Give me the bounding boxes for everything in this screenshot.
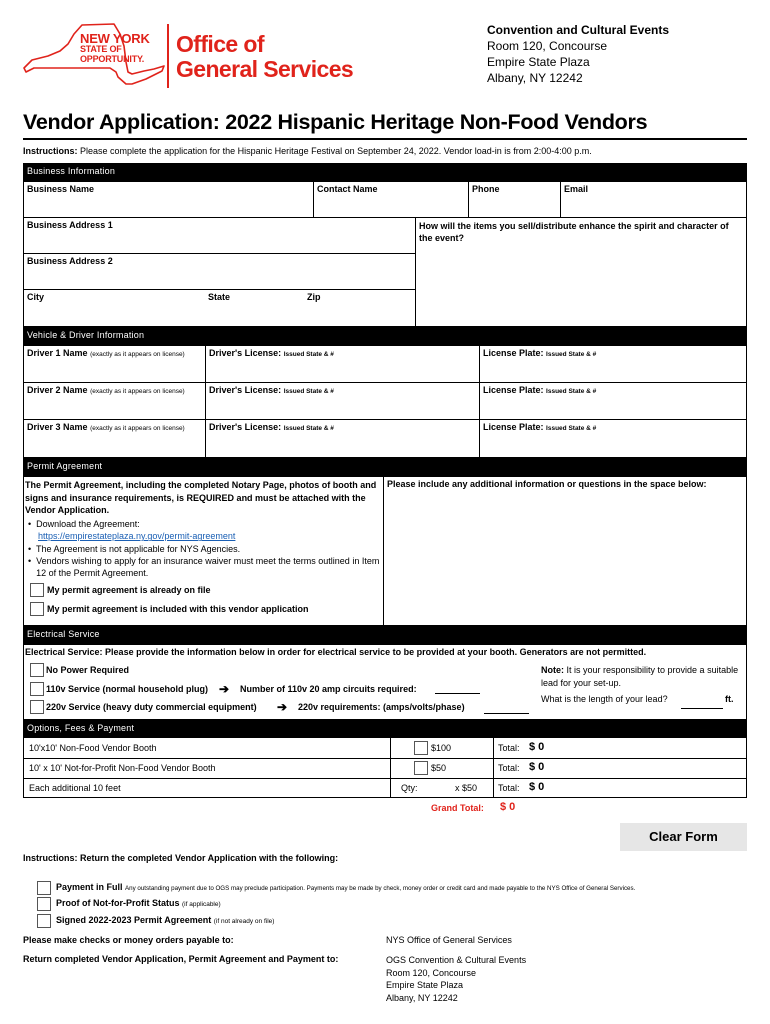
fees-row-line (23, 758, 747, 759)
business-address-1-field[interactable] (23, 217, 416, 254)
fees-bar: Options, Fees & Payment (23, 720, 747, 738)
110v-circuits-label: Number of 110v 20 amp circuits required: (240, 684, 417, 694)
address-line-2: Room 120, Concourse (487, 39, 608, 53)
driver-2-note: (exactly as it appears on license) (90, 388, 185, 395)
fee-row-1-total: $ 0 (529, 741, 545, 753)
permit-agreement-bar: Permit Agreement (23, 458, 747, 476)
plate-label: License Plate: (483, 385, 544, 395)
city-label: City (27, 292, 45, 302)
business-address-1-label: Business Address 1 (27, 220, 113, 230)
fee-row-1-checkbox[interactable] (414, 741, 428, 755)
nonprofit-proof-checkbox[interactable] (37, 897, 51, 911)
fee-row-3-total: $ 0 (529, 781, 545, 793)
driver-3-plate-field[interactable] (479, 419, 747, 458)
return-address-line-3: Empire State Plaza (386, 980, 464, 991)
enhance-event-question: How will the items you sell/distribute enhance the spirit and character of the event? (419, 221, 729, 243)
signed-permit-checkbox[interactable] (37, 914, 51, 928)
license-label: Driver's License: (209, 348, 282, 358)
driver-2-name-field[interactable] (23, 382, 206, 420)
220v-label: 220v Service (heavy duty commercial equipment) (46, 702, 257, 712)
email-label: Email (564, 184, 589, 194)
page-title: Vendor Application: 2022 Hispanic Heritage Non-Food Vendors (23, 110, 648, 134)
fee-row-1-price: $100 (431, 743, 452, 753)
return-to-label: Return completed Vendor Application, Permit Agreement and Payment to: (23, 954, 339, 964)
nonprofit-proof-label: Proof of Not-for-Profit Status (56, 898, 180, 908)
permit-bullets (28, 518, 380, 579)
address-line-3: Empire State Plaza (487, 55, 590, 69)
bullet-nys-text: The Agreement is not applicable for NYS Agencies. (36, 543, 241, 554)
no-power-checkbox[interactable] (30, 663, 44, 677)
title-rule (23, 138, 747, 140)
phone-label: Phone (472, 184, 500, 194)
email-field[interactable] (560, 181, 747, 218)
220v-checkbox[interactable] (30, 700, 44, 714)
license-label: Driver's License: (209, 385, 282, 395)
plate-label: License Plate: (483, 422, 544, 432)
plate-note: Issued State & # (546, 388, 597, 395)
driver-1-note: (exactly as it appears on license) (90, 351, 185, 358)
permit-divider (383, 476, 384, 626)
return-address-line-2: Room 120, Concourse (386, 967, 477, 978)
state-label: State (208, 292, 231, 302)
license-note: Issued State & # (283, 425, 334, 432)
driver-3-name-field[interactable] (23, 419, 206, 458)
payment-in-full-note: Any outstanding payment due to OGS may preclude participation. Payments may be made by check, money order or credit card and made payable to the NYS Office of General Services. (125, 885, 636, 892)
return-heading: Instructions: Return the completed Vendor Application with the following: (23, 853, 339, 863)
driver-1-name-field[interactable] (23, 345, 206, 383)
fee-row-3-qty-label: Qty: (401, 783, 418, 793)
license-label: Driver's License: (209, 422, 282, 432)
office-line2: General Services (176, 56, 354, 82)
ft-label: ft. (725, 694, 734, 704)
bullet-insurance-text: Vendors wishing to apply for an insurance waiver must meet the terms outlined in Item 12 of the Permit Agreement. (36, 555, 380, 579)
logo-text (80, 33, 150, 64)
electrical-service-bar: Electrical Service (23, 626, 747, 644)
logo-line2: STATE OF (80, 43, 122, 54)
phone-field[interactable] (468, 181, 561, 218)
return-address-line-4: Albany, NY 12242 (386, 992, 458, 1003)
permit-included-checkbox[interactable] (30, 602, 44, 616)
clear-form-button[interactable]: Clear Form (620, 823, 747, 851)
driver-2-plate-field[interactable] (479, 382, 747, 420)
logo-line1: NEW YORK (80, 31, 150, 46)
fee-row-3-label: Each additional 10 feet (29, 783, 121, 793)
business-info-bar: Business Information (23, 163, 747, 181)
signed-permit-note: (if not already on file) (213, 918, 275, 925)
driver-3-note: (exactly as it appears on license) (90, 425, 185, 432)
fee-row-1-total-label: Total: (498, 743, 520, 753)
lead-length-label: What is the length of your lead? (541, 694, 668, 704)
business-name-label: Business Name (27, 184, 95, 194)
grand-total-label: Grand Total: (431, 803, 484, 813)
business-name-field[interactable] (23, 181, 314, 218)
permit-heading: The Permit Agreement, including the completed Notary Page, photos of booth and signs and insurance requirements, is REQUIRED and must be attached with the Vendor Application. (25, 480, 377, 515)
office-title (176, 32, 353, 82)
bullet-download: • Download the Agreement: (28, 519, 140, 529)
business-address-2-label: Business Address 2 (27, 256, 113, 266)
fee-row-1-label: 10'x10' Non-Food Vendor Booth (29, 743, 157, 753)
permit-on-file-label: My permit agreement is already on file (47, 585, 211, 595)
note-text: It is your responsibility to provide a suitable lead for your set-up. (541, 665, 739, 688)
payment-in-full-checkbox[interactable] (37, 881, 51, 895)
fee-row-2-checkbox[interactable] (414, 761, 428, 775)
payment-in-full-item (56, 882, 635, 892)
license-note: Issued State & # (283, 388, 334, 395)
arrow-right-icon: ➔ (277, 700, 288, 714)
nonprofit-proof-note: (if applicable) (182, 901, 221, 908)
payment-in-full-label: Payment in Full (56, 882, 123, 892)
nonprofit-proof-item (56, 898, 221, 908)
110v-label: 110v Service (normal household plug) (46, 684, 209, 694)
220v-requirements-label: 220v requirements: (amps/volts/phase) (298, 702, 465, 712)
driver-3-label: Driver 3 Name (27, 422, 88, 432)
arrow-right-icon: ➔ (219, 682, 230, 696)
fees-col-line (390, 738, 391, 798)
driver-1-label: Driver 1 Name (27, 348, 88, 358)
instructions-text: Please complete the application for the Hispanic Heritage Festival on September 24, 2022. Vendor load-in is from 2:00-4:00 p.m. (77, 146, 592, 156)
payable-label: Please make checks or money orders payable to: (23, 935, 234, 945)
driver-2-license-field[interactable] (205, 382, 480, 420)
bullet-download-text: Download the Agreement: (36, 519, 140, 529)
bullet-insurance: • Vendors wishing to apply for an insurance waiver must meet the terms outlined in Item 12 of the Permit Agreement. (28, 555, 380, 579)
fees-col-line (493, 738, 494, 798)
contact-name-field[interactable] (313, 181, 469, 218)
vehicle-info-bar: Vehicle & Driver Information (23, 327, 747, 345)
fee-row-2-total: $ 0 (529, 761, 545, 773)
contact-name-label: Contact Name (317, 184, 378, 194)
business-address-2-field[interactable] (23, 253, 416, 290)
driver-1-plate-field[interactable] (479, 345, 747, 383)
payable-to: NYS Office of General Services (386, 935, 512, 945)
lead-note (541, 664, 741, 689)
signed-permit-label: Signed 2022-2023 Permit Agreement (56, 915, 212, 925)
fee-row-2-price: $50 (431, 763, 447, 773)
220v-requirements-input[interactable] (484, 713, 529, 714)
110v-checkbox[interactable] (30, 682, 44, 696)
driver-1-license-field[interactable] (205, 345, 480, 383)
office-line1: Office of (176, 31, 264, 57)
fee-row-3-price: x $50 (455, 783, 478, 793)
return-address (386, 954, 526, 1004)
permit-agreement-link[interactable]: https://empirestateplaza.ny.gov/permit-agreement (38, 531, 236, 542)
fees-row-line (23, 778, 747, 779)
permit-on-file-checkbox[interactable] (30, 583, 44, 597)
logo-divider (167, 24, 169, 88)
note-label: Note: (541, 665, 564, 675)
no-power-label: No Power Required (46, 665, 130, 675)
lead-length-input[interactable] (681, 708, 723, 709)
fee-row-2-total-label: Total: (498, 763, 520, 773)
driver-3-license-field[interactable] (205, 419, 480, 458)
electrical-intro: Electrical Service: Please provide the information below in order for electrical service to be provided at your booth. Generators are not permitted. (25, 647, 647, 657)
fee-row-2-label: 10' x 10' Not-for-Profit Non-Food Vendor Booth (29, 763, 216, 773)
plate-note: Issued State & # (546, 425, 597, 432)
plate-note: Issued State & # (546, 351, 597, 358)
instructions (23, 146, 592, 156)
additional-info-prompt: Please include any additional information or questions in the space below: (387, 479, 707, 489)
enhance-event-field[interactable] (415, 217, 747, 327)
city-state-zip-row (23, 289, 416, 327)
fee-row-3-total-label: Total: (498, 783, 520, 793)
instructions-label: Instructions: (23, 146, 78, 156)
header-address (487, 22, 669, 86)
additional-info-textarea[interactable] (385, 492, 745, 624)
110v-circuits-input[interactable] (435, 693, 480, 694)
address-line-1: Convention and Cultural Events (487, 23, 670, 37)
bullet-nys: • The Agreement is not applicable for NYS Agencies. (28, 543, 241, 554)
driver-2-label: Driver 2 Name (27, 385, 88, 395)
plate-label: License Plate: (483, 348, 544, 358)
fee-row-3-qty-input[interactable] (420, 781, 450, 795)
license-note: Issued State & # (283, 351, 334, 358)
grand-total-value: $ 0 (500, 801, 516, 813)
permit-included-label: My permit agreement is included with this vendor application (47, 604, 309, 614)
logo-line3: OPPORTUNITY. (80, 53, 145, 64)
return-address-line-1: OGS Convention & Cultural Events (386, 955, 527, 965)
signed-permit-item (56, 915, 274, 925)
permit-link-row (28, 530, 380, 542)
zip-label: Zip (307, 292, 321, 302)
address-line-4: Albany, NY 12242 (487, 71, 583, 85)
